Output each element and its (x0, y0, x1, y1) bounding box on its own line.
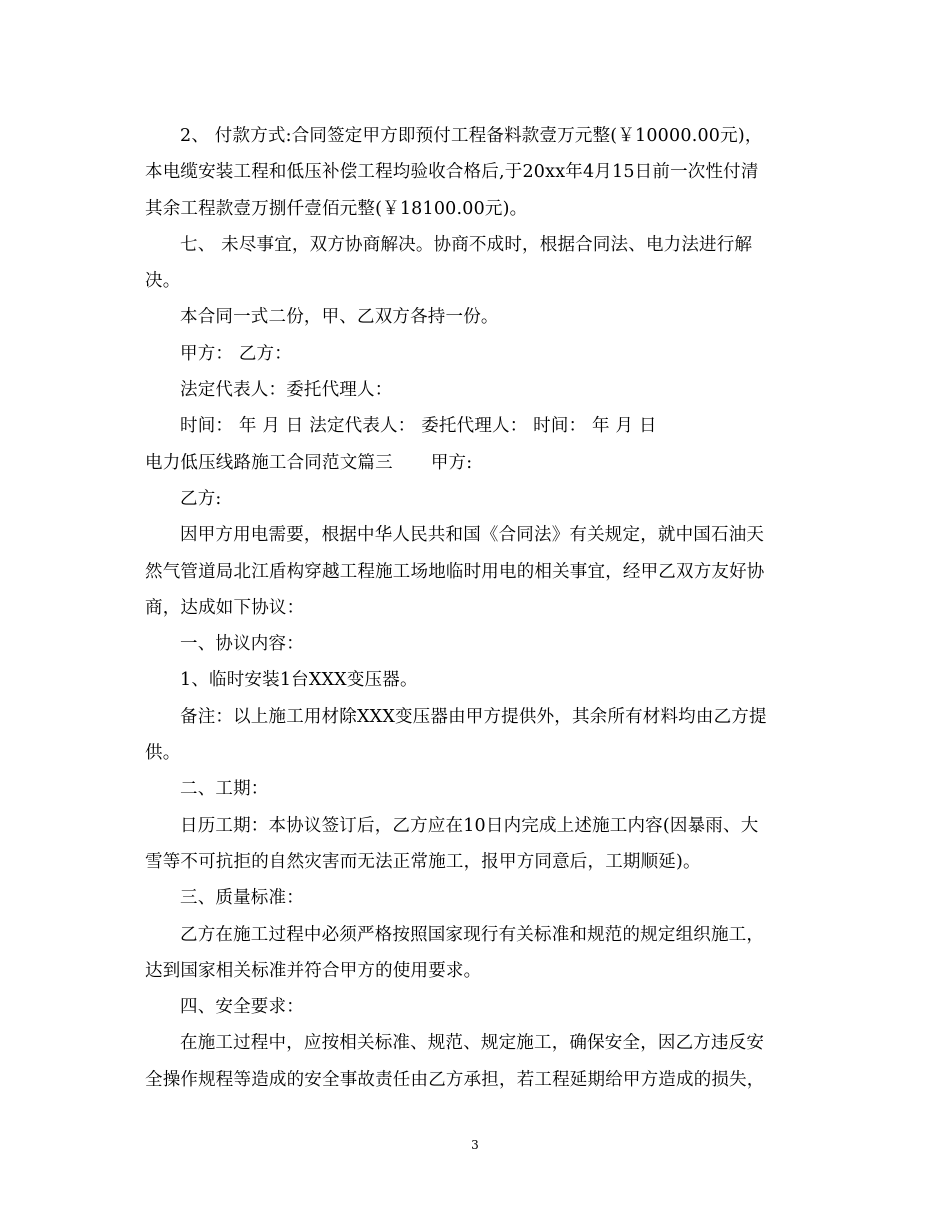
paragraph-line: 本电缆安装工程和低压补偿工程均验收合格后,于20xx年4月15日前一次性付清 (145, 162, 759, 183)
signature-parties: 甲方： 乙方： (180, 343, 292, 364)
paragraph-line: 备注：以上施工用材除XXX变压器由甲方提供外，其余所有材料均由乙方提 (180, 706, 767, 727)
clause-heading: 三、质量标准： (180, 888, 304, 909)
paragraph-line: 七、 未尽事宜，双方协商解决。协商不成时，根据合同法、电力法进行解 (180, 234, 753, 255)
paragraph-line: 其余工程款壹万捌仟壹佰元整(￥18100.00元)。 (145, 198, 528, 219)
paragraph-line: 2、 付款方式:合同签定甲方即预付工程备料款壹万元整(￥10000.00元)， (180, 126, 763, 146)
section-title: 电力低压线路施工合同范文篇三 (145, 452, 393, 473)
paragraph-line: 雪等不可抗拒的自然灾害而无法正常施工，报甲方同意后，工期顺延)。 (145, 851, 701, 872)
paragraph-line: 决。 (145, 271, 181, 292)
signature-dates: 时间： 年 月 日 法定代表人： 委托代理人： 时间： 年 月 日 (180, 416, 657, 437)
paragraph-line: 然气管道局北江盾构穿越工程施工场地临时用电的相关事宜，经甲乙双方友好协 (145, 561, 765, 582)
document-body (145, 118, 805, 1098)
section-title-line (145, 445, 805, 481)
clause-heading: 二、工期： (180, 779, 269, 800)
paragraph-line: 1、临时安装1台XXX变压器。 (180, 670, 418, 691)
party-a-label: 甲方: (430, 452, 473, 473)
paragraph-line: 乙方在施工过程中必须严格按照国家现行有关标准和规范的规定组织施工， (180, 924, 765, 945)
clause-heading: 一、协议内容： (180, 634, 304, 655)
clause-heading: 四、安全要求： (180, 997, 304, 1018)
paragraph-line: 全操作规程等造成的安全事故责任由乙方承担，若工程延期给甲方造成的损失， (145, 1069, 765, 1090)
paragraph-line: 因甲方用电需要，根据中华人民共和国《合同法》有关规定，就中国石油天 (180, 525, 765, 546)
paragraph-line: 本合同一式二份，甲、乙双方各持一份。 (180, 307, 499, 328)
page-number: 3 (471, 1138, 479, 1152)
paragraph-line: 日历工期：本协议签订后，乙方应在10日内完成上述施工内容(因暴雨、大 (180, 815, 759, 836)
paragraph-line: 在施工过程中，应按相关标准、规范、规定施工，确保安全，因乙方违反安 (180, 1033, 765, 1054)
paragraph-line: 供。 (145, 743, 181, 764)
paragraph-line: 商，达成如下协议： (145, 597, 305, 618)
signature-representatives: 法定代表人：委托代理人： (180, 380, 393, 401)
party-b-label: 乙方: (180, 488, 222, 509)
paragraph-line: 达到国家相关标准并符合甲方的使用要求。 (145, 960, 482, 981)
